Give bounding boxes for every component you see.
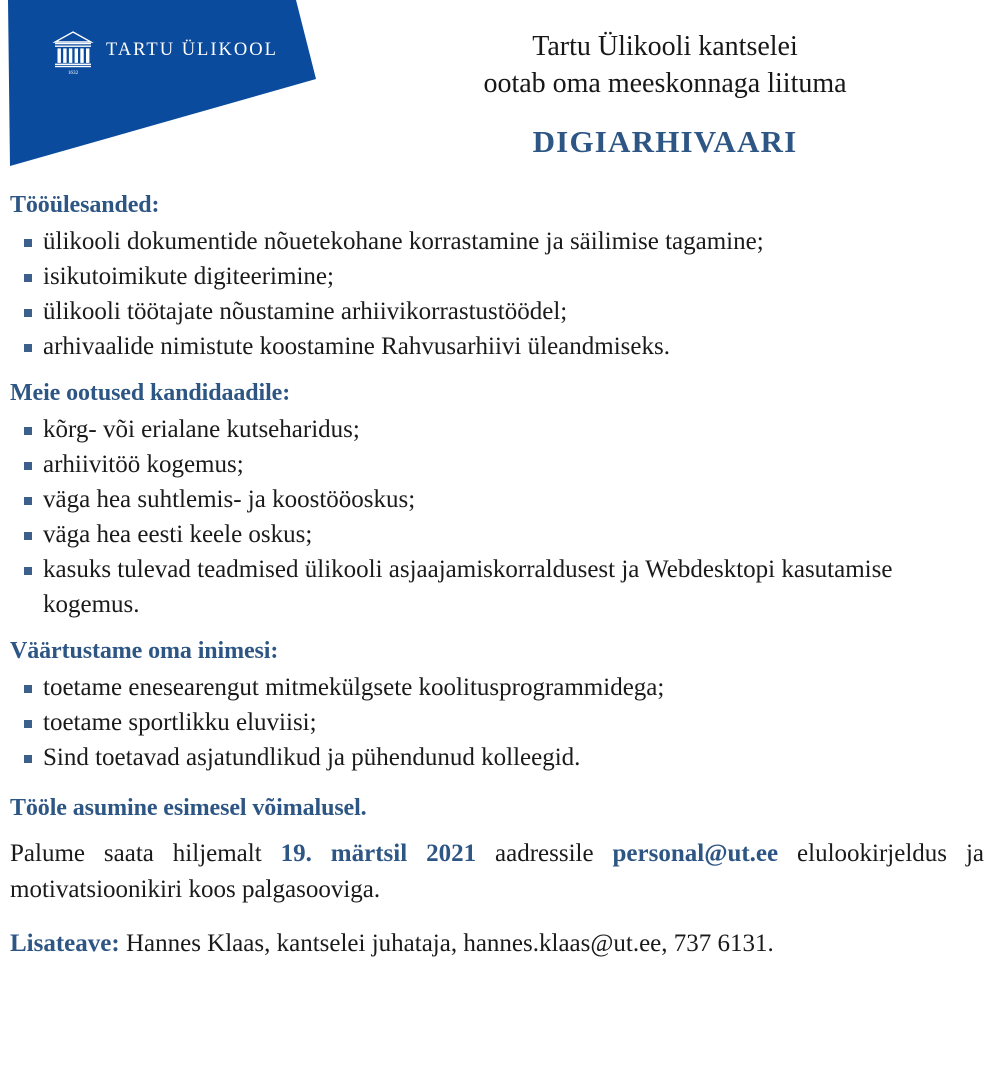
poster-header	[0, 0, 1000, 190]
apply-text-part-2: aadressile	[476, 840, 613, 867]
list-item: arhivaalide nimistute koostamine Rahvusarhiivi üleandmiseks.	[10, 329, 990, 364]
list-item: Sind toetavad asjatundlikud ja pühendunud kolleegid.	[10, 740, 990, 775]
logo-wordmark: TARTU ÜLIKOOL	[106, 39, 278, 60]
apply-text-part-3: elulookirjeldus ja motivatsioonikiri koos palgasooviga.	[10, 840, 984, 903]
list-item: toetame enesearengut mitmekülgsete koolitusprogrammidega;	[10, 670, 990, 705]
contact-details: Hannes Klaas, kantselei juhataja, hannes.klaas@ut.ee, 737 6131.	[119, 930, 774, 957]
list-item: kasuks tulevad teadmised ülikooli asjaajamiskorraldusest ja Webdesktopi kasutamise kogemus.	[10, 552, 990, 622]
list-item: kõrg- või erialane kutseharidus;	[10, 412, 990, 447]
intro-line-2: ootab oma meeskonnaga liituma	[483, 68, 847, 100]
application-deadline: 19. märtsil 2021	[280, 840, 477, 867]
intro-line-1: Tartu Ülikooli kantselei	[532, 31, 798, 62]
section-heading: Tööülesanded:	[10, 192, 160, 218]
university-logo	[52, 30, 278, 76]
contact-label: Lisateave:	[10, 930, 120, 957]
list-item: väga hea eesti keele oskus;	[10, 517, 990, 552]
header-text-block	[330, 28, 1000, 160]
university-building-icon	[52, 30, 94, 76]
list-item: ülikooli töötajate nõustamine arhiivikorrastustöödel;	[10, 294, 990, 329]
apply-text-part-1: Palume saata hiljemalt	[10, 840, 281, 867]
section-heading: Meie ootused kandidaadile:	[10, 380, 291, 406]
application-email[interactable]: personal@ut.ee	[612, 840, 779, 867]
list-item: väga hea suhtlemis- ja koostööoskus;	[10, 482, 990, 517]
logo-founded-year: 1632	[67, 70, 79, 76]
section-list	[10, 670, 990, 775]
contact-line	[10, 926, 990, 961]
section-ootused-kandidaadile	[10, 378, 990, 622]
application-instructions	[10, 836, 990, 908]
start-date-notice: Tööle asumine esimesel võimalusel.	[10, 795, 367, 821]
list-item: toetame sportlikku eluviisi;	[10, 705, 990, 740]
list-item: ülikooli dokumentide nõuetekohane korrastamine ja säilimise tagamine;	[10, 224, 990, 259]
section-list	[10, 224, 990, 364]
section-vaartustame-oma-inimesi	[10, 636, 990, 775]
section-heading: Väärtustame oma inimesi:	[10, 638, 279, 664]
brand-banner	[0, 0, 330, 175]
section-list	[10, 412, 990, 622]
poster-body	[0, 190, 1000, 961]
section-tooulesanded	[10, 190, 990, 364]
list-item: isikutoimikute digiteerimine;	[10, 259, 990, 294]
job-title: DIGIARHIVAARI	[532, 124, 798, 160]
list-item: arhiivitöö kogemus;	[10, 447, 990, 482]
